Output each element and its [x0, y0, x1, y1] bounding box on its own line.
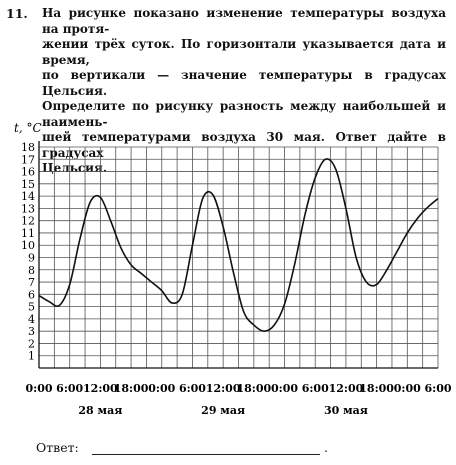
- problem-line: шей температурами воздуха 30 мая. Ответ дайте в градусах: [42, 130, 446, 160]
- x-tick-label: 6:00: [56, 382, 84, 395]
- y-tick-label: 8: [28, 263, 35, 277]
- x-tick-label: 0:00: [393, 382, 421, 395]
- y-tick-label: 1: [28, 349, 35, 363]
- x-tick-label: 12:00: [328, 382, 364, 395]
- x-tick-label: 6:00: [424, 382, 452, 395]
- problem-line: На рисунке показано изменение температуры воздуха на протя-: [42, 6, 446, 36]
- y-tick-label: 3: [28, 325, 35, 339]
- y-tick-label: 16: [21, 165, 35, 179]
- y-tick-label: 9: [28, 251, 35, 265]
- y-tick-label: 17: [21, 153, 35, 167]
- x-tick-label: 6:00: [301, 382, 329, 395]
- x-tick-label: 0:00: [25, 382, 53, 395]
- y-tick-label: 10: [21, 239, 35, 253]
- y-tick-label: 14: [21, 190, 35, 204]
- y-tick-label: 13: [21, 202, 35, 216]
- y-tick-label: 12: [21, 214, 35, 228]
- y-tick-label: 15: [21, 177, 35, 191]
- x-tick-label: 18:00: [359, 382, 394, 395]
- y-axis-label: t, °C: [14, 121, 42, 135]
- y-tick-label: 6: [28, 288, 35, 302]
- date-label: 28 мая: [78, 404, 123, 417]
- x-tick-label: 0:00: [148, 382, 176, 395]
- problem-number: 11.: [6, 6, 28, 21]
- y-tick-label: 5: [28, 300, 35, 314]
- problem-line: жении трёх суток. По горизонтали указывается дата и время,: [42, 37, 446, 67]
- y-tick-label: 18: [21, 141, 35, 154]
- problem-line: Цельсия.: [42, 161, 108, 175]
- x-tick-label: 6:00: [178, 382, 206, 395]
- problem-line: Определите по рисунку разность между наибольшей и наимень-: [42, 99, 446, 129]
- y-tick-label: 4: [28, 312, 35, 326]
- x-tick-label: 0:00: [271, 382, 299, 395]
- problem-line: по вертикали — значение температуры в градусах Цельсия.: [42, 68, 446, 98]
- date-label: 30 мая: [323, 404, 368, 417]
- answer-dot: .: [324, 440, 328, 455]
- x-tick-label: 18:00: [113, 382, 149, 395]
- x-tick-label: 18:00: [236, 382, 272, 395]
- y-tick-label: 2: [28, 337, 35, 351]
- answer-field[interactable]: [92, 454, 320, 455]
- y-tick-label: 11: [21, 226, 35, 240]
- x-tick-label: 12:00: [205, 382, 241, 395]
- x-tick-label: 12:00: [83, 382, 118, 395]
- date-label: 29 мая: [201, 404, 246, 417]
- y-tick-label: 7: [28, 276, 35, 290]
- answer-label: Ответ:: [36, 440, 79, 455]
